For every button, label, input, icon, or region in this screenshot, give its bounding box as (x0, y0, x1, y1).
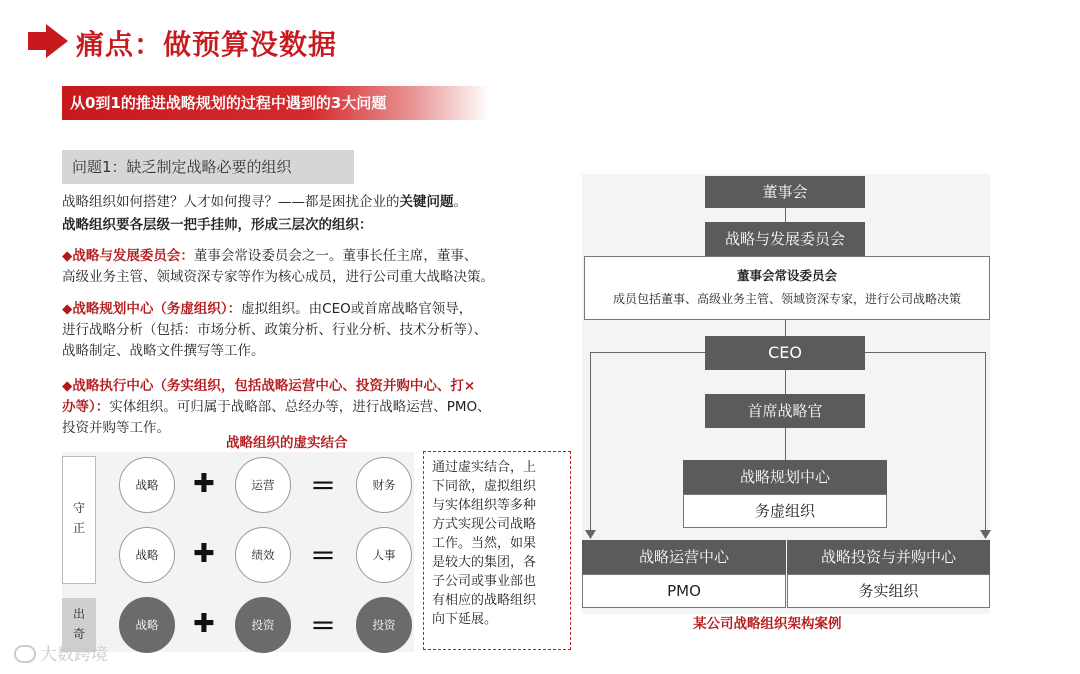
bullet-head: ◆战略规划中心（务虚组织）： (62, 301, 242, 317)
label-shou: 守 (72, 501, 85, 515)
intro-keyword: 关键问题 (399, 194, 454, 210)
intro-line-1 (62, 192, 467, 213)
connector (785, 428, 786, 460)
section-banner: 从0到1的推进战略规划的过程中遇到的3大问题 (62, 86, 490, 120)
plus-icon: ✚ (193, 539, 215, 569)
problem-heading: 问题1：缺乏制定战略必要的组织 (62, 150, 354, 184)
org-investment-center: 战略投资与并购中心 (787, 540, 990, 574)
circle-investment-result: 投资 (356, 597, 412, 653)
arrow-down-icon (585, 530, 596, 539)
intro-period: 。 (453, 194, 467, 210)
equals-icon: ＝ (310, 542, 337, 572)
note-line: 有相应的战略组织 (432, 593, 537, 608)
note-line: 工作。当然，如果 (432, 536, 537, 551)
org-planning-center: 战略规划中心 (683, 460, 887, 494)
intro-line-2: 战略组织要各层级一把手挂帅，形成三层次的组织： (62, 217, 373, 233)
note-line: 向下延展。 (432, 612, 498, 627)
circle-investment: 投资 (235, 597, 291, 653)
org-operations-center: 战略运营中心 (582, 540, 786, 574)
circle-finance: 财务 (356, 457, 412, 513)
bullet-text: 实体组织。可归属于战略部、总经办等，进行战略运营、PMO、 (109, 399, 491, 415)
bullet-committee-line-2: 高级业务主管、领域资深专家等作为核心成员，进行公司重大战略决策。 (62, 269, 494, 285)
circle-strategy: 战略 (119, 527, 175, 583)
plus-icon: ✚ (193, 609, 215, 639)
org-committee: 战略与发展委员会 (705, 222, 865, 256)
equals-icon: ＝ (310, 612, 337, 642)
connector (985, 352, 986, 534)
committee-desc-text: 成员包括董事、高级业务主管、领域资深专家，进行公司战略决策 (612, 292, 961, 306)
bullet-planning-line-2: 进行战略分析（包括：市场分析、政策分析、行业分析、技术分析等）、 (62, 322, 488, 338)
label-qi: 奇 (72, 627, 85, 641)
bullet-text: 董事会常设委员会之一。董事长任主席，董事、 (193, 248, 478, 264)
connector (785, 208, 786, 222)
org-investment-sub: 务实组织 (787, 574, 990, 608)
connector (590, 352, 705, 353)
note-line: 子公司或事业部也 (432, 574, 537, 589)
logo-icon (14, 645, 36, 663)
connector (865, 352, 986, 353)
title-arrow-icon (28, 24, 68, 58)
plus-icon: ✚ (193, 469, 215, 499)
watermark (14, 640, 108, 665)
bullet-execution-line-2: 投资并购等工作。 (62, 420, 170, 436)
connector (590, 352, 591, 534)
arrow-down-icon (980, 530, 991, 539)
note-line: 是较大的集团，各 (432, 555, 537, 570)
org-caption: 某公司战略组织架构案例 (693, 616, 842, 632)
circle-operations: 运营 (235, 457, 291, 513)
committee-description (584, 256, 990, 320)
connector (785, 370, 786, 394)
label-chu: 出 (72, 607, 85, 621)
bullet-committee-line-1 (62, 246, 477, 267)
circle-strategy: 战略 (119, 457, 175, 513)
page-title: 痛点：做预算没数据 (76, 28, 338, 61)
watermark-text: 大数跨境 (40, 645, 108, 665)
note-line: 下同欲，虚拟组织 (432, 479, 537, 494)
org-ceo: CEO (705, 336, 865, 370)
org-board: 董事会 (705, 176, 865, 208)
committee-desc-title: 董事会常设委员会 (736, 268, 837, 283)
bullet-execution-head: ◆战略执行中心（务实组织，包括战略运营中心、投资并购中心、打× (62, 378, 476, 394)
org-cso: 首席战略官 (705, 394, 865, 428)
org-planning-sub: 务虚组织 (683, 494, 887, 528)
intro-text: 战略组织如何搭建？人才如何搜寻？——都是困扰企业的 (62, 194, 400, 210)
note-line: 方式实现公司战略 (432, 517, 537, 532)
circle-hr: 人事 (356, 527, 412, 583)
bullet-head-cont: 办等）： (62, 399, 110, 415)
org-operations-sub: PMO (582, 574, 786, 608)
equals-icon: ＝ (310, 472, 337, 502)
bullet-text: 虚拟组织。由CEO或首席战略官领导， (241, 301, 473, 317)
note-line: 通过虚实结合，上 (432, 460, 537, 475)
bullet-execution-line-1 (62, 397, 491, 418)
diagram-caption: 战略组织的虚实结合 (226, 435, 348, 451)
note-box (423, 451, 571, 650)
circle-strategy: 战略 (119, 597, 175, 653)
note-line: 与实体组织等多种 (432, 498, 537, 513)
bullet-planning-line-3: 战略制定、战略文件撰写等工作。 (62, 343, 265, 359)
label-zheng: 正 (72, 521, 85, 535)
connector (785, 320, 786, 336)
circle-performance: 绩效 (235, 527, 291, 583)
bullet-planning-line-1 (62, 299, 472, 320)
bullet-head: ◆战略与发展委员会： (62, 248, 194, 264)
